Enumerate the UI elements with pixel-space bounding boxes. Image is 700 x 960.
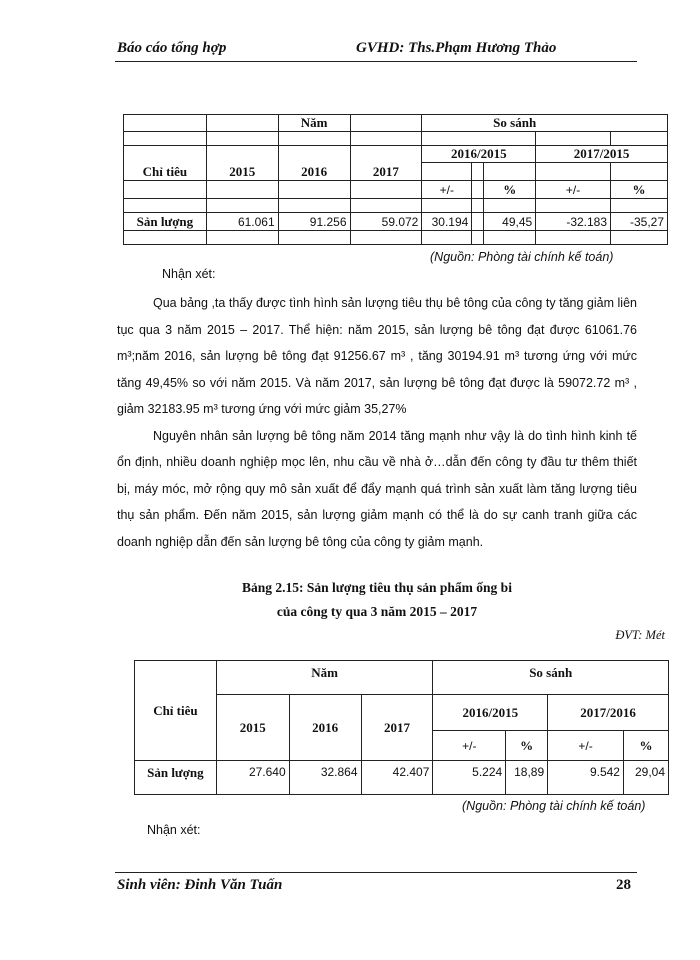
table1-row-label: Sản lượng — [124, 213, 207, 231]
remark-label-2: Nhận xét: — [147, 823, 201, 837]
table2-row-label: Sản lượng — [135, 761, 217, 795]
analysis-paragraphs — [117, 290, 637, 555]
table2-year-header: Năm — [216, 661, 433, 695]
table2-source: (Nguồn: Phòng tài chính kế toán) — [462, 799, 646, 813]
table1-diff-1: +/- — [422, 181, 472, 199]
table1-year-2015: 2015 — [206, 146, 278, 181]
table2-diff-value-1: 5.224 — [433, 761, 506, 795]
paragraph-1: Qua bảng ,ta thấy được tình hình sản lượng tiêu thụ bê tông của công ty tăng giảm liên tục qua 3 năm 2015 – 2017. Thể hiện: năm 2015, sản lượng bê tông đạt được 61061.76 m³;năm 2016, sản lượng bê tông đạt 91256.67 m³ , tăng 30194.91 m³ tương ứng với mức tăng 49,45% so với năm 2015. Và năm 2017, sản lượng bê tông đạt được là 59072.72 m³ , giảm 32183.95 m³ tương ứng với mức giảm 35,27% — [117, 296, 637, 416]
table1-pct-value-2: -35,27 — [611, 213, 668, 231]
table1-cmp-2016-2015: 2016/2015 — [422, 146, 536, 163]
concrete-output-table — [123, 114, 668, 245]
table2-year-2016: 2016 — [289, 695, 361, 761]
table2-value-2015: 27.640 — [216, 761, 289, 795]
header-report-title: Báo cáo tổng hợp — [117, 40, 227, 56]
table2-pct-2: % — [623, 731, 668, 761]
table2-pct-1: % — [506, 731, 548, 761]
table1-diff-value-1: 30.194 — [422, 213, 472, 231]
table1-compare-header: So sánh — [422, 115, 668, 132]
table2-pct-value-1: 18,89 — [506, 761, 548, 795]
header-rule — [115, 61, 637, 62]
unit-label: ĐVT: Mét — [615, 628, 665, 642]
table1-diff-value-2: -32.183 — [536, 213, 611, 231]
table2-indicator-header: Chỉ tiêu — [135, 661, 217, 761]
table2-pct-value-2: 29,04 — [623, 761, 668, 795]
table2-diff-2: +/- — [548, 731, 624, 761]
table1-diff-2: +/- — [536, 181, 611, 199]
footer-student: Sinh viên: Đinh Văn Tuấn — [117, 877, 283, 893]
table2-cmp-2016-2015: 2016/2015 — [433, 695, 548, 731]
table2-compare-header: So sánh — [433, 661, 669, 695]
paragraph-2: Nguyên nhân sản lượng bê tông năm 2014 tăng mạnh như vậy là do tình hình kinh tế ổn định, nhiều doanh nghiệp mọc lên, nhu cầu về nhà ở…dẫn đến công ty đầu tư thêm thiết bị, máy móc, mở rộng quy mô sản xuất để đẩy mạnh quá trình sản xuất làm tăng lượng tiêu thụ sản phẩm. Đến năm 2015, sản lượng giảm mạnh có thể là do sự canh tranh giữa các doanh nghiệp dẫn đến sản lượng bê tông của công ty giảm mạnh. — [117, 428, 637, 549]
table1-indicator-header: Chỉ tiêu — [124, 146, 207, 181]
table2-diff-value-2: 9.542 — [548, 761, 624, 795]
remark-label-1: Nhận xét: — [162, 267, 216, 281]
table1-cmp-2017-2015: 2017/2015 — [536, 146, 668, 163]
table1-pct-value-1: 49,45 — [484, 213, 536, 231]
table2-caption-line2: của công ty qua 3 năm 2015 – 2017 — [276, 604, 478, 619]
table1-source: (Nguồn: Phòng tài chính kế toán) — [430, 250, 614, 264]
table1-pct-2: % — [611, 181, 668, 199]
table2-diff-1: +/- — [433, 731, 506, 761]
table1-year-2017: 2017 — [350, 146, 422, 181]
table1-value-2016: 91.256 — [278, 213, 350, 231]
table2-year-2015: 2015 — [216, 695, 289, 761]
pipe-output-table — [134, 660, 669, 795]
table2-year-2017: 2017 — [361, 695, 433, 761]
page-number: 28 — [616, 877, 631, 893]
footer-rule — [115, 872, 637, 873]
table1-value-2015: 61.061 — [206, 213, 278, 231]
table2-value-2017: 42.407 — [361, 761, 433, 795]
table2-value-2016: 32.864 — [289, 761, 361, 795]
table1-pct-1: % — [484, 181, 536, 199]
header-advisor: GVHD: Ths.Phạm Hương Thảo — [356, 40, 557, 56]
table1-year-header: Năm — [278, 115, 350, 132]
table1-year-2016: 2016 — [278, 146, 350, 181]
table1-value-2017: 59.072 — [350, 213, 422, 231]
table2-caption-line1: Bảng 2.15: Sản lượng tiêu thụ sản phẩm ống bi — [242, 580, 512, 595]
table2-cmp-2017-2016: 2017/2016 — [548, 695, 669, 731]
